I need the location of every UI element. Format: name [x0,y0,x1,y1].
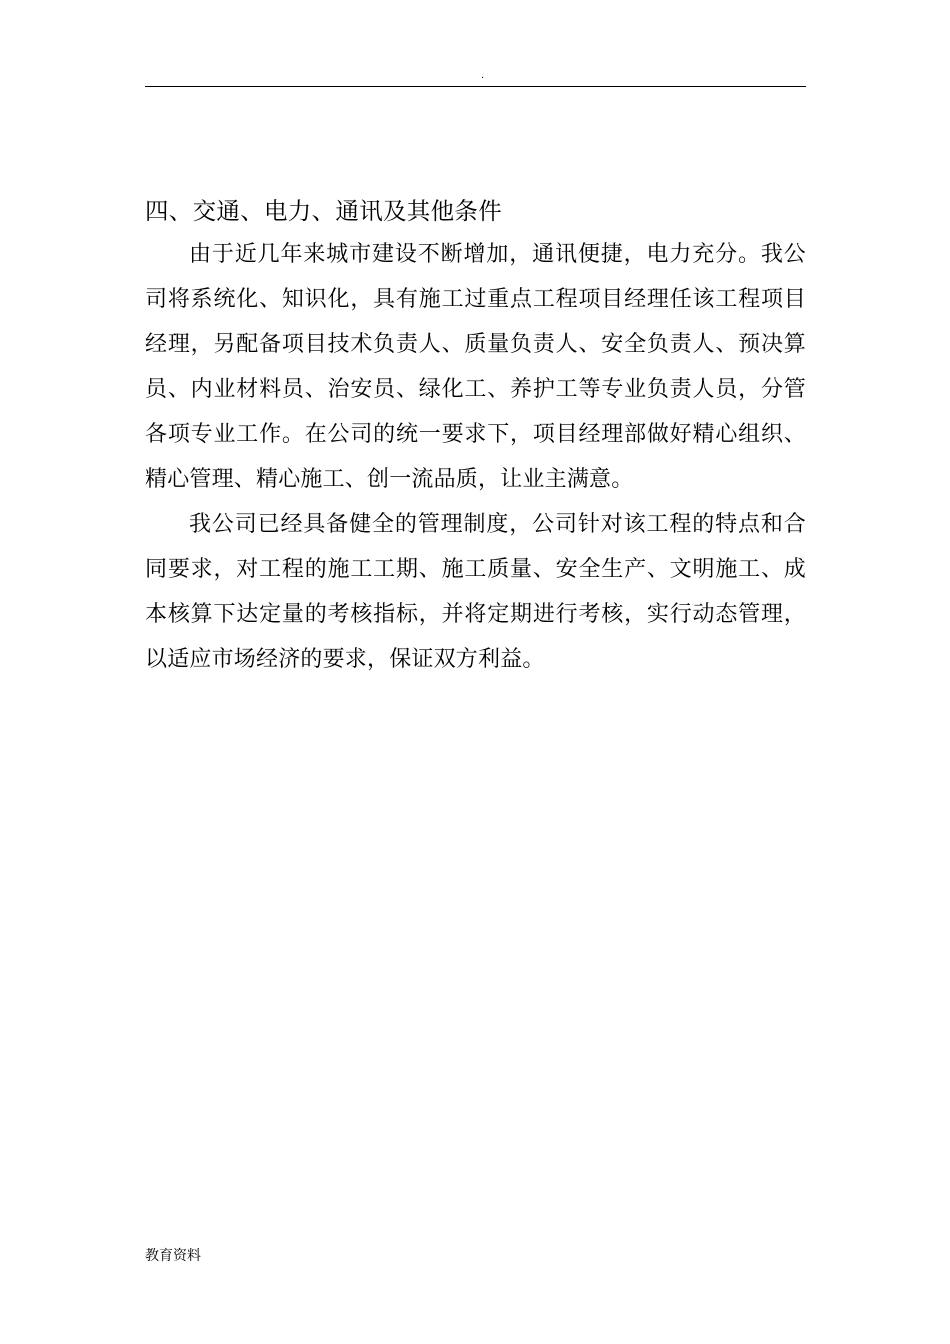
footer-label: 教育资料 [145,1248,201,1264]
section-heading: 四、交通、电力、通讯及其他条件 [145,197,502,225]
header-rule [145,86,806,87]
paragraph-1: 由于近几年来城市建设不断增加，通讯便捷，电力充分。我公司将系统化、知识化，具有施工过重点工程项目经理任该工程项目经理，另配备项目技术负责人、质量负责人、安全负责人、预决算员、内业材料员、治安员、绿化工、养护工等专业负责人员，分管各项专业工作。在公司的统一要求下，项目经理部做好精心组织、精心管理、精心施工、创一流品质，让业主满意。 [145,242,806,492]
header-mark: . [481,70,485,81]
document-body [145,190,806,682]
paragraph-2: 我公司已经具备健全的管理制度，公司针对该工程的特点和合同要求，对工程的施工工期、施工质量、安全生产、文明施工、成本核算下达定量的考核指标，并将定期进行考核，实行动态管理，以适应市场经济的要求，保证双方利益。 [145,512,806,672]
